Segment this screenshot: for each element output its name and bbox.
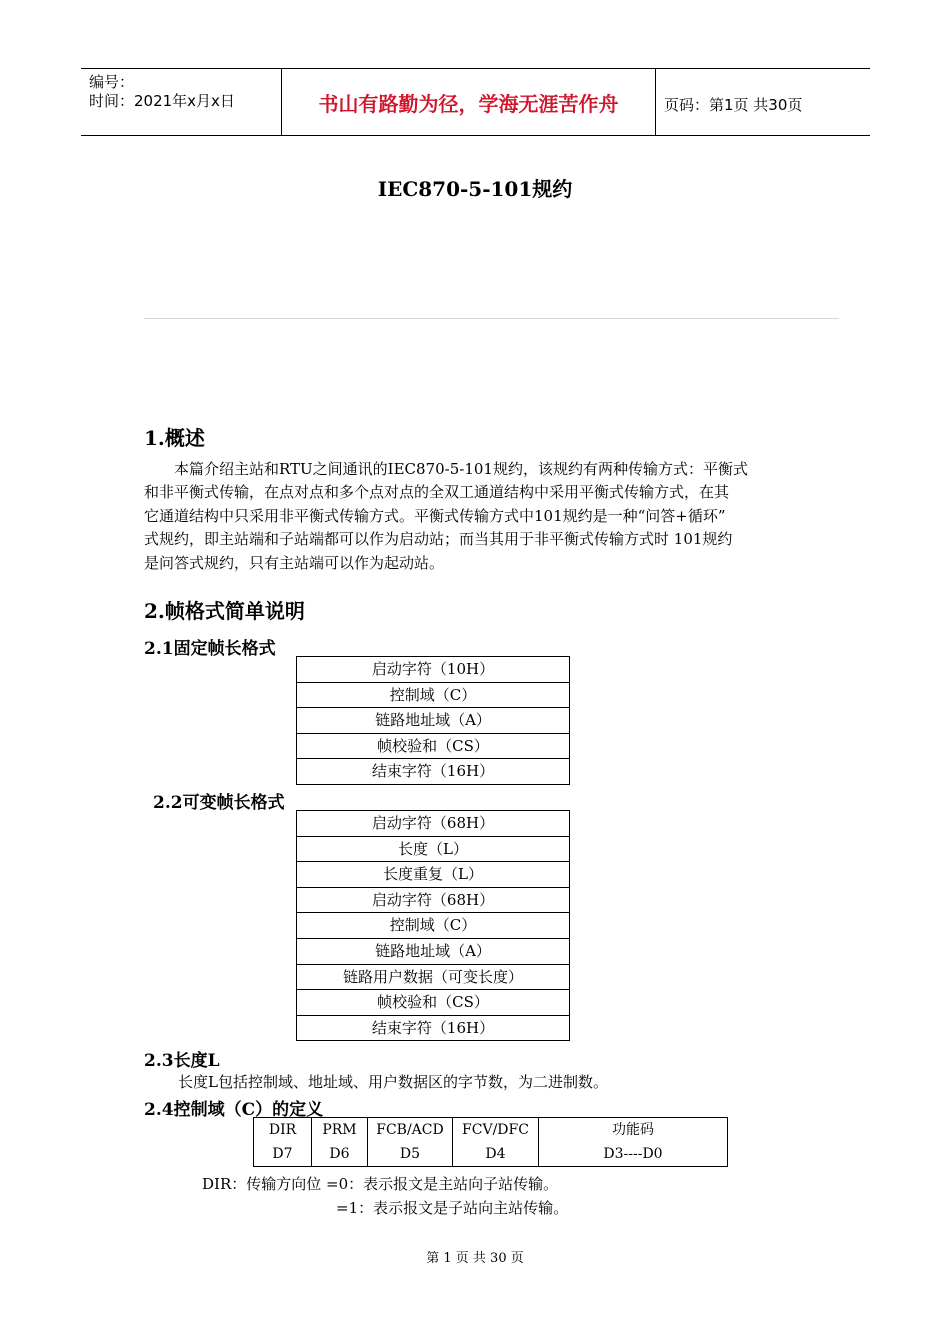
- control-bit-name: FCB/ACD: [368, 1118, 453, 1143]
- paragraph-line: 是问答式规约，只有主站端可以作为起动站。: [144, 553, 445, 572]
- paragraph-line: 它通道结构中只采用非平衡式传输方式。平衡式传输方式中101规约是一种“问答+循环”: [144, 506, 726, 525]
- control-field-heading: 2.4控制域（C）的定义: [144, 1100, 324, 1120]
- length-description: 长度L包括控制域、地址域、用户数据区的字节数，为二进制数。: [178, 1073, 608, 1091]
- section-1-paragraph: [144, 458, 824, 575]
- variable-frame-field: 链路用户数据（可变长度）: [297, 964, 570, 990]
- control-field-table: [253, 1117, 728, 1167]
- dir-note-1: =1：表示报文是子站向主站传输。: [336, 1199, 569, 1217]
- control-bit-position: D4: [453, 1142, 539, 1167]
- page-footer: 第 1 页 共 30 页: [426, 1251, 524, 1266]
- section-1-heading: 1.概述: [144, 426, 205, 450]
- control-bit-name: PRM: [312, 1118, 368, 1143]
- variable-frame-field: 长度（L）: [297, 836, 570, 862]
- fixed-frame-table: [296, 656, 570, 785]
- fixed-frame-heading: 2.1固定帧长格式: [144, 639, 276, 659]
- header-date: 时间：2021年x月x日: [89, 92, 235, 110]
- variable-frame-heading: 2.2可变帧长格式: [153, 793, 285, 813]
- variable-frame-field: 链路地址域（A）: [297, 938, 570, 964]
- control-bit-position: D6: [312, 1142, 368, 1167]
- variable-frame-field: 控制域（C）: [297, 913, 570, 939]
- control-bit-name: 功能码: [539, 1118, 728, 1143]
- header-divider: [655, 68, 656, 136]
- document-title: IEC870-5-101规约: [377, 177, 573, 201]
- control-bit-name: FCV/DFC: [453, 1118, 539, 1143]
- fixed-frame-field: 链路地址域（A）: [297, 708, 570, 734]
- variable-frame-field: 帧校验和（CS）: [297, 990, 570, 1016]
- paragraph-line: 式规约，即主站端和子站端都可以作为启动站；而当其用于非平衡式传输方式时 101规约: [144, 530, 733, 549]
- length-heading: 2.3长度L: [144, 1051, 220, 1071]
- fixed-frame-field: 结束字符（16H）: [297, 759, 570, 785]
- variable-frame-field: 长度重复（L）: [297, 862, 570, 888]
- header-motto: 书山有路勤为径，学海无涯苦作舟: [318, 92, 619, 116]
- header-top-rule: [81, 68, 870, 69]
- paragraph-line: 和非平衡式传输，在点对点和多个点对点的全双工通道结构中采用平衡式传输方式，在其: [144, 483, 730, 502]
- variable-frame-field: 结束字符（16H）: [297, 1015, 570, 1041]
- header-bottom-rule: [81, 135, 870, 136]
- fixed-frame-field: 帧校验和（CS）: [297, 733, 570, 759]
- fixed-frame-field: 启动字符（10H）: [297, 657, 570, 683]
- paragraph-line: 本篇介绍主站和RTU之间通讯的IEC870-5-101规约，该规约有两种传输方式：平衡式: [174, 460, 748, 478]
- control-bit-position: D3----D0: [539, 1142, 728, 1167]
- variable-frame-table: [296, 810, 570, 1041]
- horizontal-rule: [144, 318, 839, 319]
- fixed-frame-field: 控制域（C）: [297, 682, 570, 708]
- dir-note-0: DIR：传输方向位 =0：表示报文是主站向子站传输。: [202, 1175, 559, 1193]
- section-2-heading: 2.帧格式简单说明: [144, 599, 305, 623]
- header-page-info: 页码：第1页 共30页: [664, 96, 803, 114]
- header-number-label: 编号：: [89, 73, 135, 91]
- control-bit-position: D5: [368, 1142, 453, 1167]
- control-bit-position: D7: [254, 1142, 312, 1167]
- variable-frame-field: 启动字符（68H）: [297, 811, 570, 837]
- variable-frame-field: 启动字符（68H）: [297, 887, 570, 913]
- control-bit-name: DIR: [254, 1118, 312, 1143]
